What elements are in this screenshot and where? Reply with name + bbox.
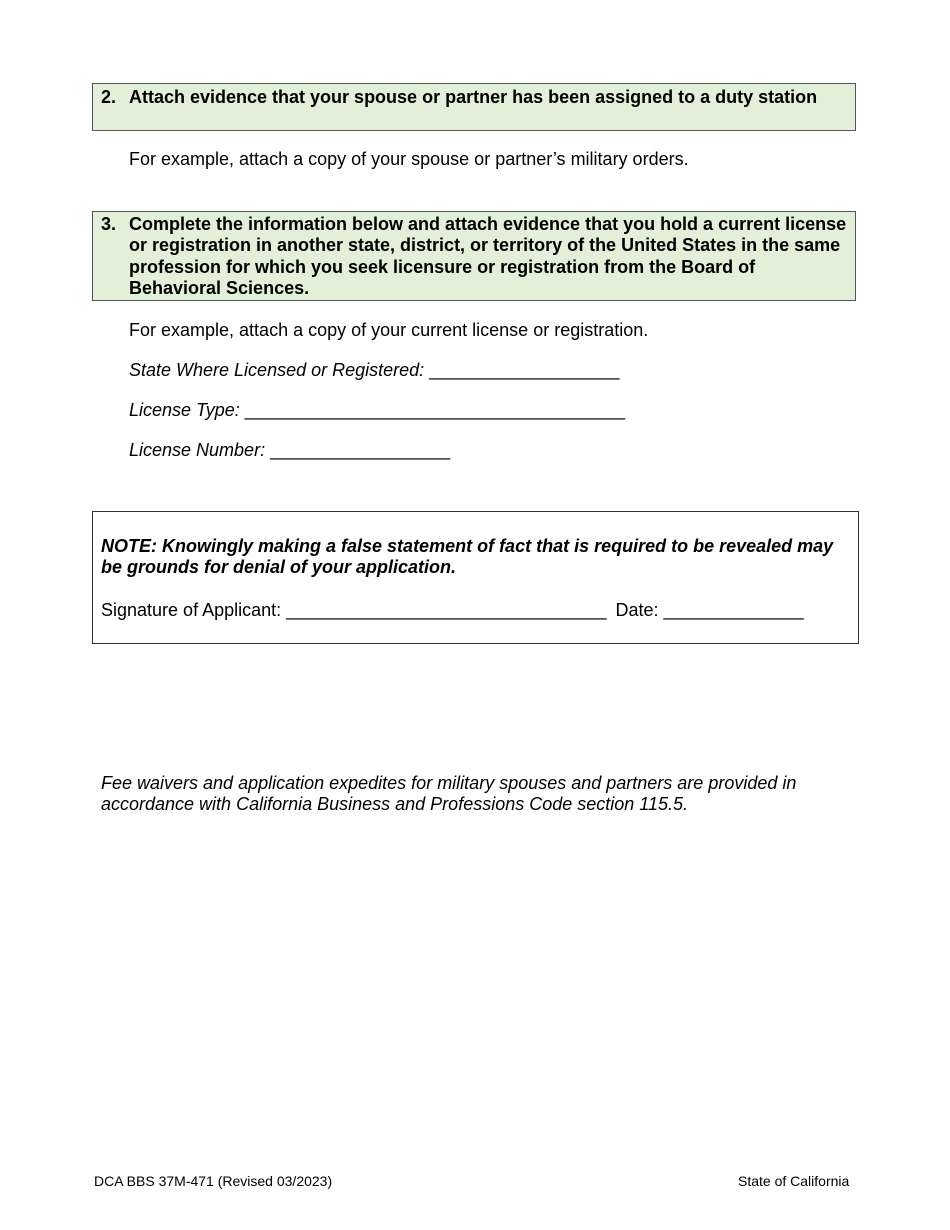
license-number-label: License Number: [129,440,266,460]
license-type-blank[interactable]: ______________________________________ [244,400,626,420]
state-licensed-blank[interactable]: ___________________ [429,360,620,380]
section-3-header [92,211,856,301]
section-3-example: For example, attach a copy of your current license or registration. [129,320,649,340]
license-number-blank[interactable]: __________________ [270,440,451,460]
date-label: Date: [615,600,659,620]
signature-label: Signature of Applicant: [101,600,282,620]
form-identifier: DCA BBS 37M-471 (Revised 03/2023) [94,1173,333,1189]
license-type-field[interactable] [129,400,625,421]
state-licensed-label: State Where Licensed or Registered: [129,360,425,380]
state-licensed-field[interactable] [129,360,619,381]
signature-line [101,600,804,621]
section-2-header [92,83,856,131]
license-number-field[interactable] [129,440,450,461]
state-of-california-label: State of California [738,1173,850,1189]
section-2-example: For example, attach a copy of your spouse or partner’s military orders. [129,149,689,169]
section-3-heading: Complete the information below and attach evidence that you hold a current license or registration in another state, district, or territory of the United States in the same profession for which you seek licensure or registration from the Board of Behavioral Sciences. [129,214,847,298]
section-2-number: 2. [101,87,117,107]
license-type-label: License Type: [129,400,240,420]
note-box [92,511,859,644]
section-3-number: 3. [101,214,117,234]
section-2-heading: Attach evidence that your spouse or partner has been assigned to a duty station [129,87,818,107]
date-blank[interactable]: ______________ [663,600,804,620]
signature-blank[interactable]: ________________________________ [286,600,607,620]
fee-waiver-footnote: Fee waivers and application expedites for military spouses and partners are provided in accordance with California Business and Professions Code section 115.5. [101,773,797,815]
note-warning-text: NOTE: Knowingly making a false statement of fact that is required to be revealed may be grounds for denial of your application. [101,536,834,578]
